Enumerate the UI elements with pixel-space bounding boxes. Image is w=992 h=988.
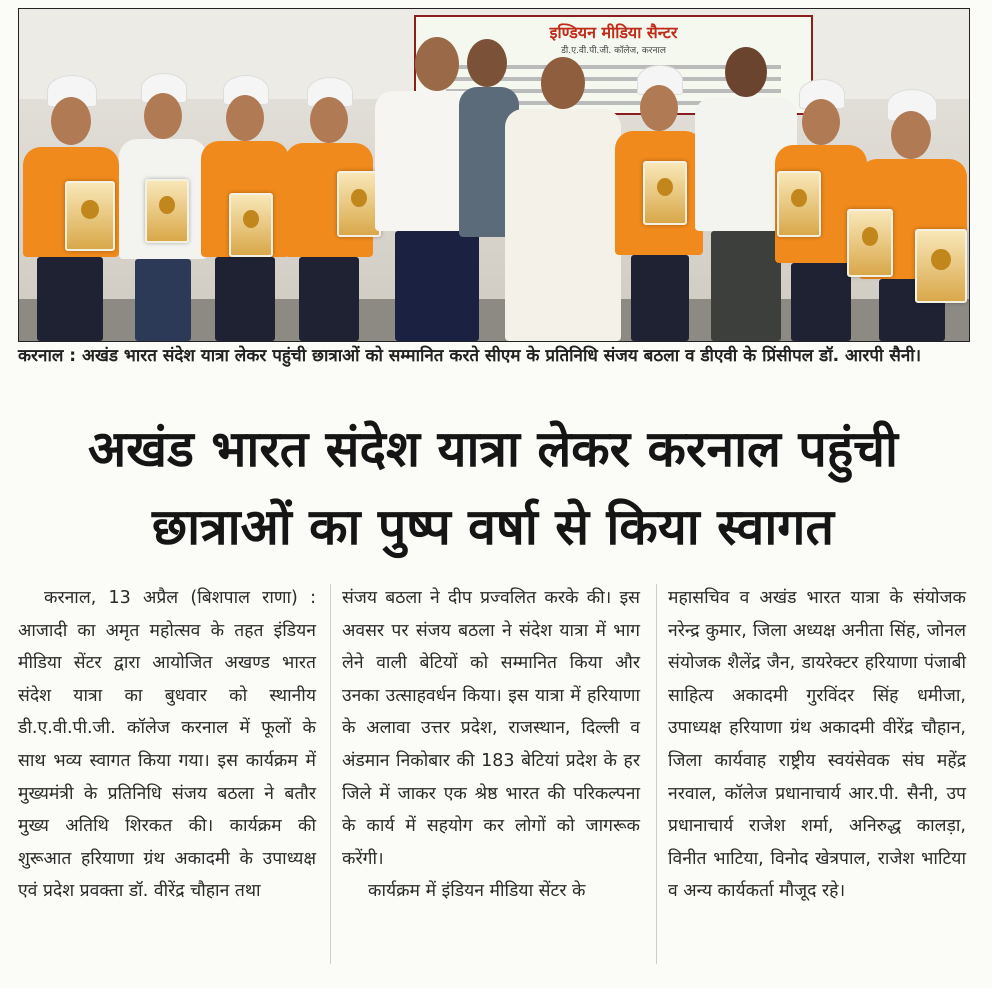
banner-subtitle: डी.ए.वी.पी.जी. कॉलेज, करनाल [561, 46, 666, 56]
article-paragraph: संजय बठला ने दीप प्रज्वलित करके की। इस अवसर पर संजय बठला ने संदेश यात्रा में भाग लेने वाली बेटियों को सम्मानित किया और उनका उत्साहवर्धन किया। इस यात्रा में हरियाणा के अलावा उत्तर प्रदेश, राजस्थान, दिल्ली व अंडमान निकोबार की 183 बेटियां प्रदेश के हर जिले में जाकर एक श्रेष्ठ भारत की परिकल्पना के कार्य में सहयोग कर लोगों को जागरूक करेंगी। [342, 588, 640, 869]
person-student [21, 69, 121, 341]
headline-line-2: छात्राओं का पुष्प वर्षा से किया स्वागत [152, 498, 834, 556]
person-chief-guest [503, 57, 623, 341]
column-divider [656, 584, 657, 964]
article-paragraph: कार्यक्रम में इंडियन मीडिया सेंटर के [368, 881, 586, 902]
article-paragraph: करनाल, 13 अप्रैल (बिशपाल राणा) : आजादी का अमृत महोत्सव के तहत इंडियन मीडिया सेंटर द्वारा आयोजित अखण्ड भारत संदेश यात्रा का बुधवार को स्थानीय डी.ए.वी.पी.जी. कॉलेज करनाल में फूलों के साथ भव्य स्वागत किया गया। इस कार्यक्रम में मुख्यमंत्री के प्रतिनिधि संजय बठला ने बतौर मुख्य अतिथि शिरकत की। कार्यक्रम की शुरूआत हरियाणा ग्रंथ अकादमी के उपाध्यक्ष एवं प्रदेश प्रवक्ता डॉ. वीरेंद्र चौहान तथा [18, 588, 316, 902]
article-column-3 [668, 582, 966, 908]
headline-line-1: अखंड भारत संदेश यात्रा लेकर करनाल पहुंची [87, 420, 899, 478]
banner-title: इण्डियन मीडिया सैन्टर [549, 23, 678, 42]
article-column-1 [18, 582, 316, 908]
news-photo [18, 8, 970, 342]
person-student [857, 89, 969, 341]
person-student [199, 71, 291, 341]
photo-caption: करनाल : अखंड भारत संदेश यात्रा लेकर पहुंची छात्राओं को सम्मानित करते सीएम के प्रतिनिधि संजय बठला व डीएवी के प्रिंसीपल डॉ. आरपी सैनी। [18, 346, 922, 366]
person-student [281, 75, 377, 341]
column-divider [330, 584, 331, 964]
article-column-2 [342, 582, 640, 908]
person-student [117, 67, 209, 341]
article-paragraph: महासचिव व अखंड भारत यात्रा के संयोजक नरेन्द्र कुमार, जिला अध्यक्ष अनीता सिंह, जोनल संयोजक शैलेंद्र जैन, डायरेक्टर हरियाणा पंजाबी साहित्य अकादमी गुरविंदर सिंह धमीजा, उपाध्यक्ष हरियाणा ग्रंथ अकादमी वीरेंद्र चौहान, जिला कार्यवाह राष्ट्रीय स्वयंसेवक संघ महेंद्र नरवाल, कॉलेज प्रधानाचार्य आर.पी. सैनी, उप प्रधानाचार्य राजेश शर्मा, अनिरुद्ध कालड़ा, विनीत भाटिया, विनोद खेत्रपाल, राजेश भाटिया व अन्य कार्यकर्ता मौजूद रहे। [668, 588, 966, 902]
